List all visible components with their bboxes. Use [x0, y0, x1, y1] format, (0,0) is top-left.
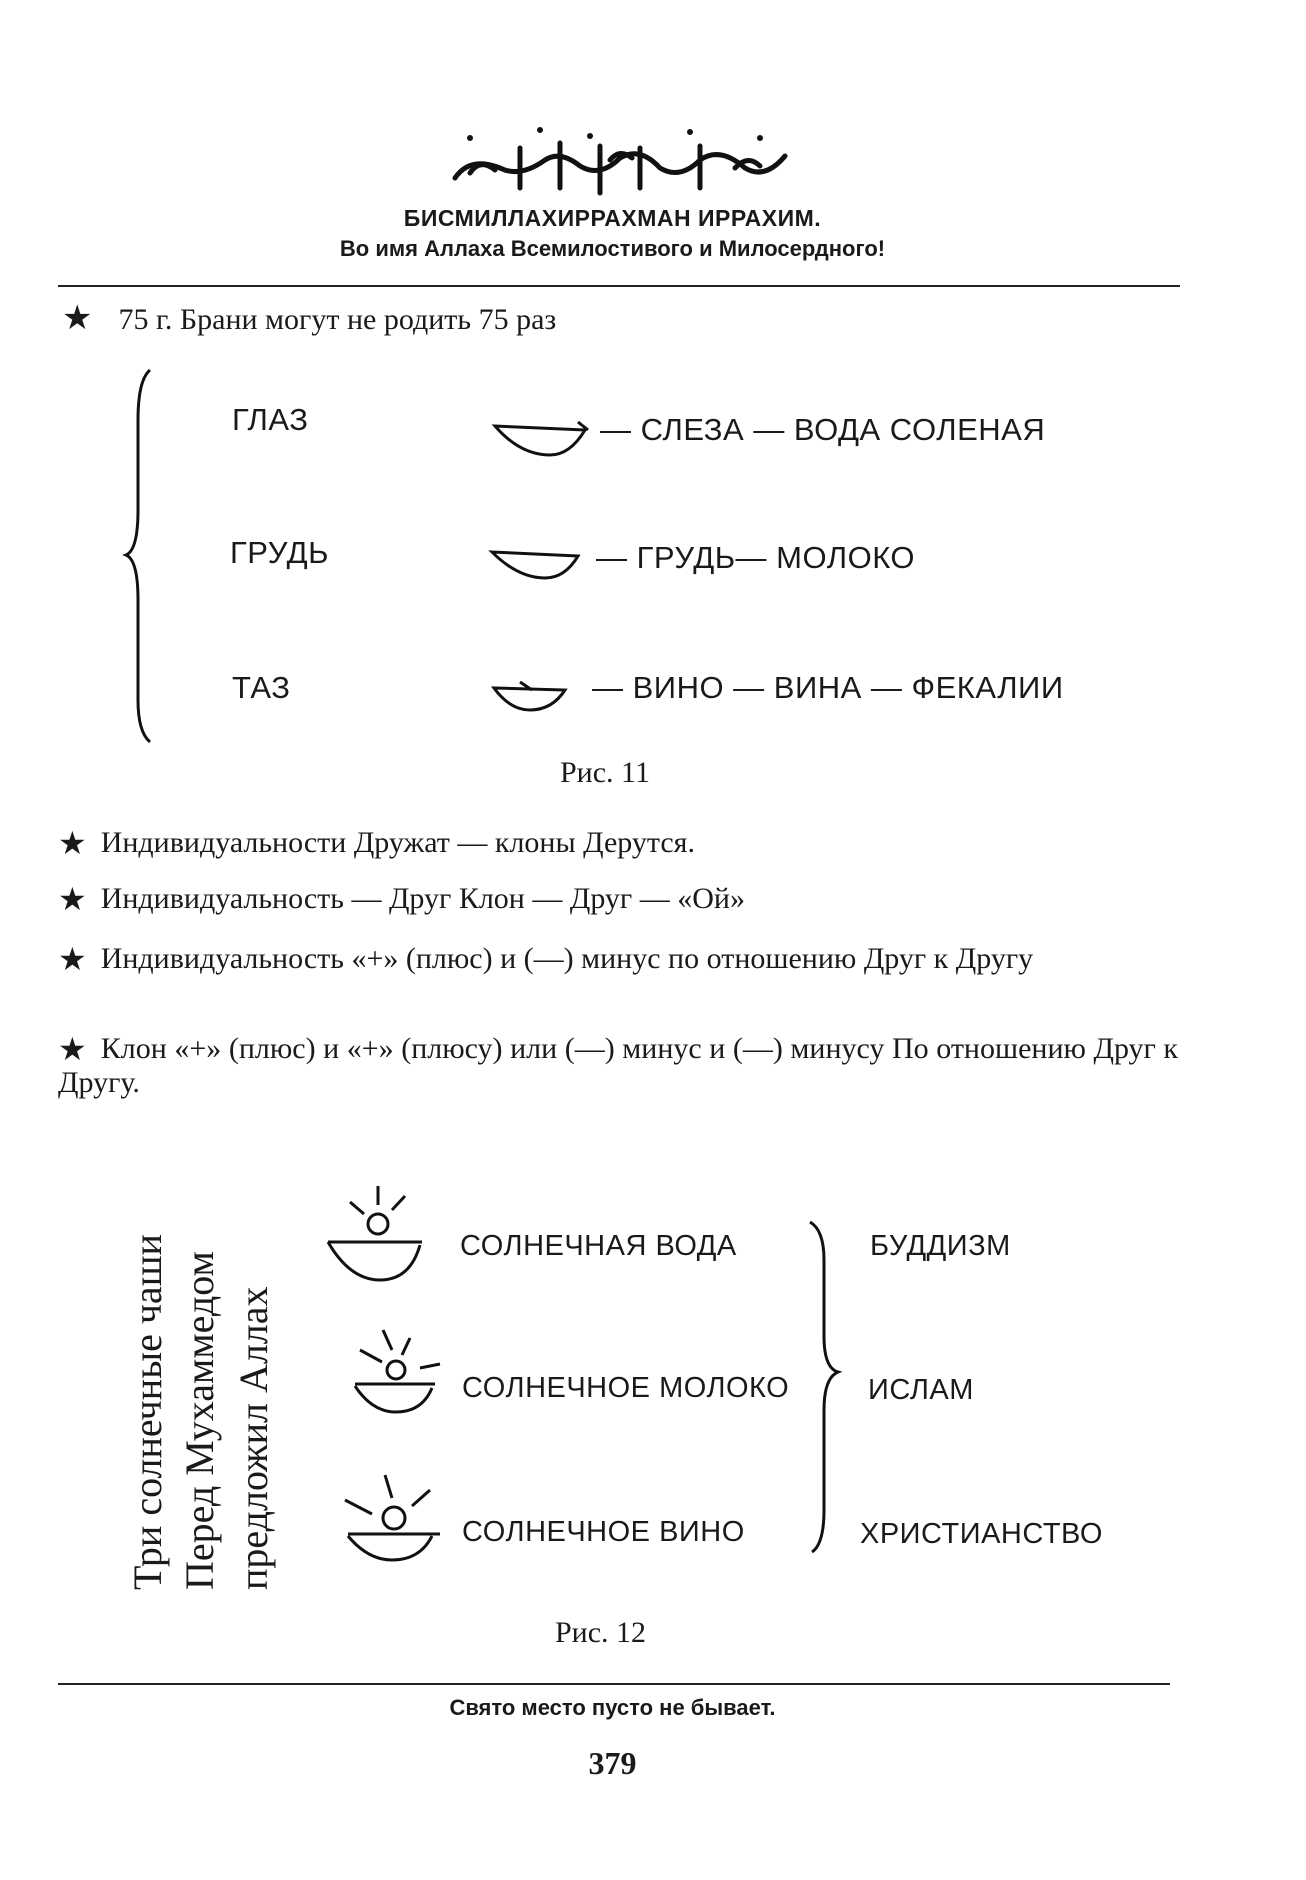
star-icon: ★: [62, 300, 93, 337]
star-icon: ★: [58, 941, 87, 977]
footer-divider: [58, 1683, 1170, 1685]
item-1-text: 75 г. Брани могут не родить 75 раз: [118, 303, 557, 336]
item-1: [62, 302, 556, 338]
fig12-religion-3: ХРИСТИАНСТВО: [860, 1518, 1103, 1550]
fig11-chain-3: — ВИНО — ВИНА — ФЕКАЛИИ: [592, 670, 1064, 705]
fig12-vertical-line-1: Три солнечные чаши: [125, 1234, 170, 1590]
fig12-label-1: СОЛНЕЧНАЯ ВОДА: [460, 1230, 737, 1262]
right-brace-icon: [810, 1222, 838, 1552]
fig12-label-2: СОЛНЕЧНОЕ МОЛОКО: [462, 1372, 790, 1404]
footer-proverb: Свято место пусто не бывает.: [449, 1695, 776, 1720]
bowl-icon: [492, 552, 578, 578]
header-divider: [58, 285, 1180, 287]
item-4-text: Индивидуальность «+» (плюс) и (—) минус по отношению Друг к Другу: [100, 942, 1034, 975]
sun-bowl-icon: [328, 1186, 422, 1280]
fig11-label-3: ТАЗ: [232, 670, 291, 705]
fig12-vertical-line-3: предложил Аллах: [231, 1286, 276, 1590]
item-2: [58, 826, 1178, 860]
item-3: [58, 882, 1178, 916]
item-3-text: Индивидуальность — Друг Клон — Друг — «Ой»: [100, 882, 745, 915]
fig11-chain-2: — ГРУДЬ— МОЛОКО: [596, 540, 916, 575]
star-icon: ★: [58, 1031, 87, 1067]
star-icon: ★: [58, 825, 87, 861]
figure-12-drawing: [0, 1150, 1306, 1570]
fig11-chain-1: — СЛЕЗА — ВОДА СОЛЕНАЯ: [600, 412, 1046, 447]
bismillah-calligraphy: [0, 108, 1306, 198]
item-2-text: Индивидуальности Дружат — клоны Дерутся.: [100, 826, 695, 859]
fig11-label-1: ГЛАЗ: [232, 402, 309, 437]
fig12-label-3: СОЛНЕЧНОЕ ВИНО: [462, 1516, 745, 1548]
item-5: [58, 1032, 1178, 1100]
calligraphy-drawing: [0, 108, 1306, 198]
figure-12: [0, 1150, 1306, 1650]
figure-11-caption: Рис. 11: [560, 756, 650, 789]
fig12-vertical-line-2: Перед Мухаммедом: [177, 1251, 222, 1590]
item-4: [58, 942, 1178, 976]
bowl-icon: [495, 422, 588, 455]
item-5-text: Клон «+» (плюс) и «+» (плюсу) или (—) минус и (—) минусу По отношению Друг к Другу.: [58, 1032, 1178, 1099]
sun-bowl-icon: [355, 1330, 440, 1412]
figure-11: [0, 360, 1306, 800]
star-icon: ★: [58, 881, 87, 917]
fig12-religion-1: БУДДИЗМ: [870, 1230, 1011, 1262]
figure-12-caption: Рис. 12: [555, 1616, 647, 1649]
header-title: БИСМИЛЛАХИРРАХМАН ИРРАХИМ.: [403, 205, 822, 231]
fig11-label-2: ГРУДЬ: [230, 535, 329, 570]
left-brace-icon: [126, 370, 150, 742]
header-subtitle: Во имя Аллаха Всемилостивого и Милосердного!: [339, 236, 886, 261]
sun-bowl-icon: [345, 1475, 440, 1560]
bowl-icon: [494, 682, 565, 710]
fig12-religion-2: ИСЛАМ: [868, 1374, 974, 1406]
bismillah-arabic-text: [0, 108, 1, 109]
page-number: 379: [588, 1745, 637, 1781]
